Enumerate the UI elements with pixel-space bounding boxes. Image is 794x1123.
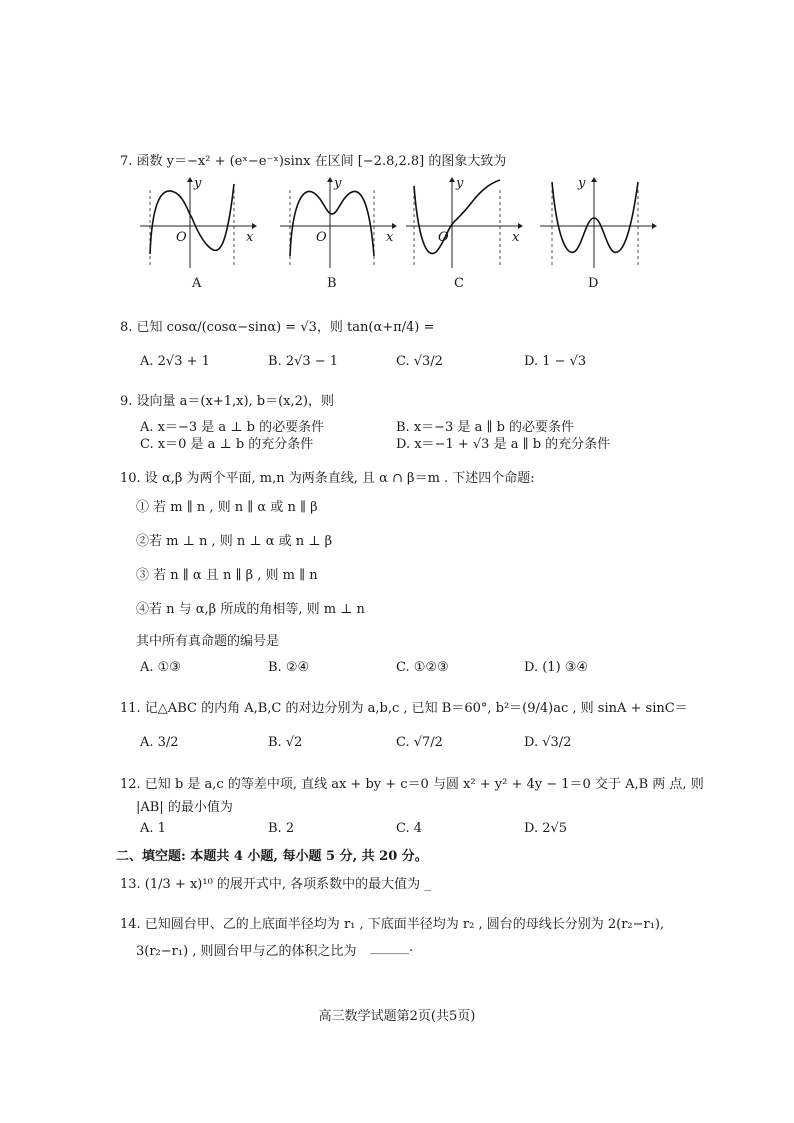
q11-option-c[interactable]: C. √7/2 xyxy=(396,735,443,750)
graph-c-y-label: y xyxy=(456,176,464,191)
q8-option-b[interactable]: B. 2√3 − 1 xyxy=(268,354,339,369)
graph-b-x-label: x xyxy=(386,230,394,245)
graph-d-y-label: y xyxy=(578,176,586,191)
q10-proposition-4: ④若 n 与 α,β 所成的角相等, 则 m ⊥ n xyxy=(136,602,365,617)
graph-a-origin-label: O xyxy=(176,230,187,245)
question-12-line-1: 12. 已知 b 是 a,c 的等差中项, 直线 ax + by + c＝0 与圆 x² + y² + 4y − 1＝0 交于 A,B 两 点, 则 xyxy=(120,777,704,792)
q10-prompt: 其中所有真命题的编号是 xyxy=(136,634,280,649)
question-8-text: 8. 已知 cosα/(cosα−sinα) = √3，则 tan(α+π/4) = xyxy=(120,320,435,335)
graph-a-x-label: x xyxy=(246,230,254,245)
graph-d-label: D xyxy=(588,276,599,291)
question-14-line-1: 14. 已知圆台甲、乙的上底面半径均为 r₁ , 下底面半径均为 r₂ , 圆台的母线长分别为 2(r₂−r₁), xyxy=(120,917,665,932)
q10-option-b[interactable]: B. ②④ xyxy=(268,660,310,675)
graph-a-y-label: y xyxy=(194,176,202,191)
graph-b-label: B xyxy=(327,276,337,291)
question-11-text: 11. 记△ABC 的内角 A,B,C 的对边分别为 a,b,c , 已知 B＝60°, b²＝(9/4)ac , 则 sinA + sinC＝ xyxy=(120,701,688,716)
q10-option-d[interactable]: D. (1) ③④ xyxy=(524,660,589,675)
question-14-line-2: 3(r₂−r₁) , 则圆台甲与乙的体积之比为 xyxy=(136,944,357,959)
q8-option-c[interactable]: C. √3/2 xyxy=(396,354,443,369)
q9-option-d[interactable]: D. x＝−1 + √3 是 a ∥ b 的充分条件 xyxy=(396,437,611,452)
section-2-heading: 二、填空题: 本题共 4 小题, 每小题 5 分, 共 20 分。 xyxy=(116,849,428,864)
q9-option-c[interactable]: C. x＝0 是 a ⊥ b 的充分条件 xyxy=(140,437,314,452)
question-9-text: 9. 设向量 a＝(x+1,x), b＝(x,2)，则 xyxy=(120,394,334,409)
page-footer: 高三数学试题第2页(共5页) xyxy=(318,1009,476,1024)
graph-a xyxy=(138,176,258,271)
graph-c-label: C xyxy=(454,276,464,291)
graph-d xyxy=(538,176,658,271)
question-10-text: 10. 设 α,β 为两个平面, m,n 为两条直线, 且 α ∩ β＝m . 下述四个命题: xyxy=(120,471,535,486)
question-12-line-2: |AB| 的最小值为 xyxy=(136,800,233,815)
graph-c xyxy=(404,176,524,271)
graph-c-x-label: x xyxy=(512,230,520,245)
question-14-blank[interactable]: ______. xyxy=(370,940,414,955)
graph-b xyxy=(278,176,398,271)
q10-option-c[interactable]: C. ①②③ xyxy=(396,660,449,675)
graph-a-label: A xyxy=(192,276,202,291)
q9-option-a[interactable]: A. x＝−3 是 a ⊥ b 的必要条件 xyxy=(140,420,325,435)
q10-proposition-2: ②若 m ⊥ n , 则 n ⊥ α 或 n ⊥ β xyxy=(136,534,333,549)
q12-option-c[interactable]: C. 4 xyxy=(396,821,423,836)
q9-option-b[interactable]: B. x＝−3 是 a ∥ b 的必要条件 xyxy=(396,420,575,435)
question-7-text: 7. 函数 y＝−x² + (eˣ−e⁻ˣ)sinx 在区间 [−2.8,2.8] 的图象大致为 xyxy=(120,154,507,169)
q10-option-a[interactable]: A. ①③ xyxy=(140,660,181,675)
q10-proposition-3: ③ 若 n ∥ α 且 n ∥ β , 则 m ∥ n xyxy=(136,568,318,583)
q11-option-a[interactable]: A. 3/2 xyxy=(140,735,179,750)
q12-option-a[interactable]: A. 1 xyxy=(140,821,166,836)
question-13-text: 13. (1/3 + x)¹⁰ 的展开式中, 各项系数中的最大值为 _ xyxy=(120,877,431,892)
q10-proposition-1: ① 若 m ∥ n , 则 n ∥ α 或 n ∥ β xyxy=(136,500,318,515)
q12-option-d[interactable]: D. 2√5 xyxy=(524,821,568,836)
q11-option-b[interactable]: B. √2 xyxy=(268,735,303,750)
q8-option-d[interactable]: D. 1 − √3 xyxy=(524,354,587,369)
q8-option-a[interactable]: A. 2√3 + 1 xyxy=(140,354,210,369)
q11-option-d[interactable]: D. √3/2 xyxy=(524,735,572,750)
graph-b-y-label: y xyxy=(334,176,342,191)
graph-b-origin-label: O xyxy=(316,230,327,245)
q12-option-b[interactable]: B. 2 xyxy=(268,821,295,836)
graph-c-origin-label: O xyxy=(438,230,449,245)
